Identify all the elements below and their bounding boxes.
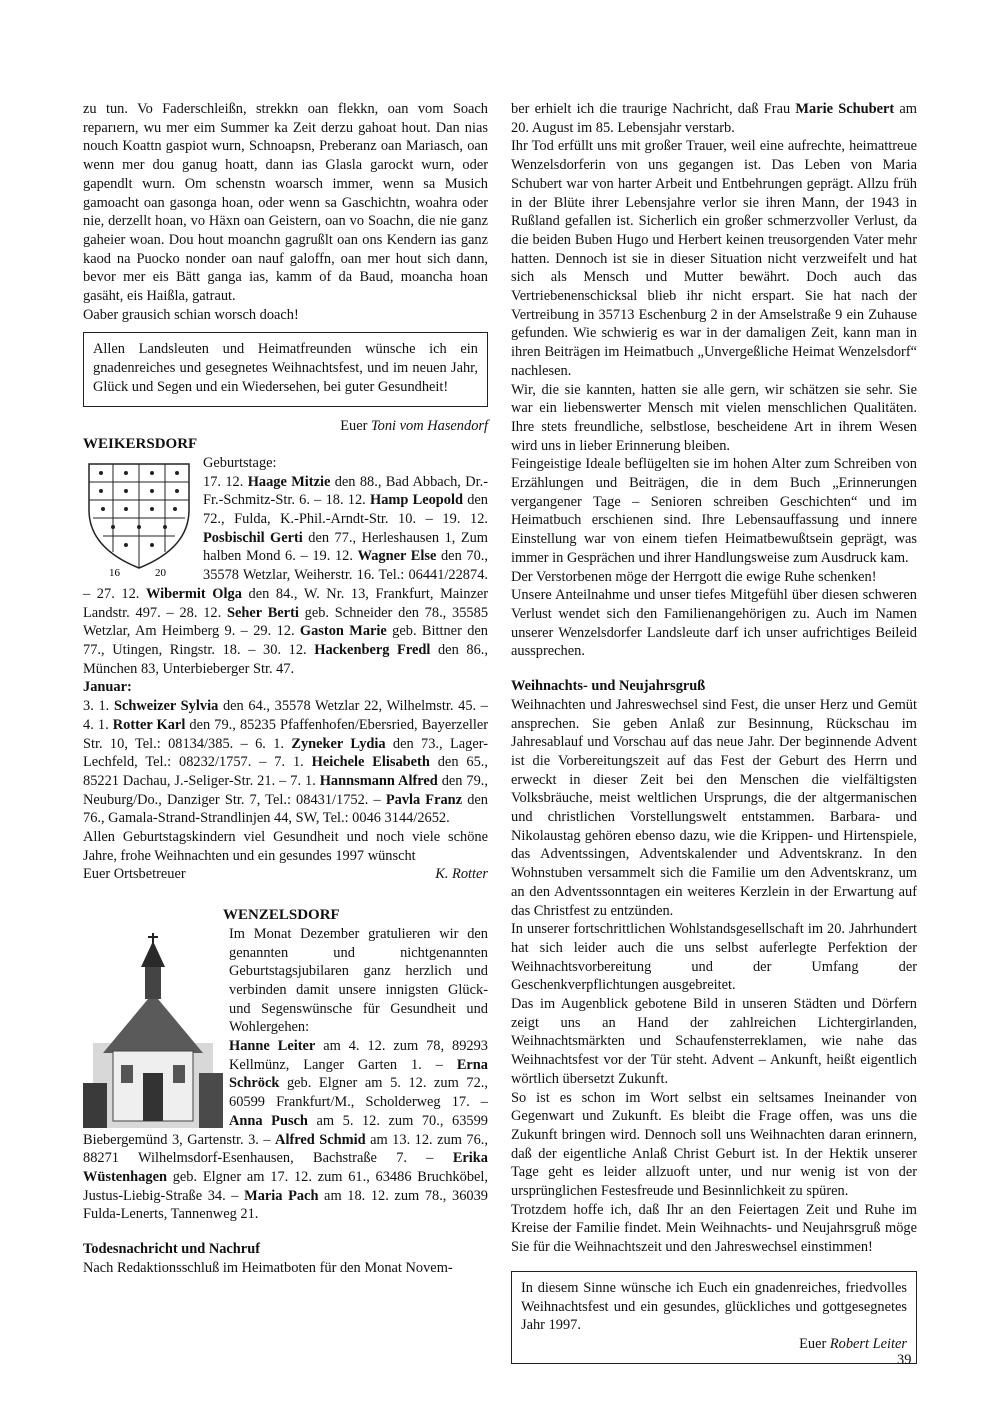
entry-name: Seher Berti: [227, 604, 299, 621]
intro-closing: Oaber grausich schian worsch doach!: [83, 306, 299, 323]
entry-name: Hannsmann Alfred: [319, 772, 438, 789]
entry-date: 17. 12.: [203, 473, 248, 490]
obituary-start: Nach Redaktionsschluß im Heimatboten für den Monat Novem-: [83, 1259, 453, 1276]
entry-name: Schweizer Sylvia: [113, 698, 219, 715]
weikersdorf-section: [83, 454, 488, 884]
january-title: Januar:: [83, 679, 132, 696]
entry-details: geb. Elgner am 5. 12. zum 72., 60599 Frankfurt/M., Scholderweg 17. –: [229, 1075, 488, 1111]
entry-details: am 13. 12. zum 76., 88271 Wilhelmsdorf-Esenhausen, Bachstraße 7. –: [83, 1131, 488, 1167]
entry-details: den 73., Lager-Lechfeld, Tel.: 08232/1757. – 7. 1.: [83, 735, 489, 771]
xmas-paragraph-4: So ist es schon im Wort selbst ein seltsames Ineinander von Gegenwart und Zukunft. Es bleibt die Frage offen, was uns die Zukunft bringen wird. Dennoch soll uns Weihnachten daran erinnern, daß der eigentliche Anlaß Christ Geburt ist. In der Hektik unserer Tage geht es leider allzuoft unter, und nur wenig ist von der ursprünglichen Festesfreude und Besinnlichkeit zu spüren.: [511, 1089, 917, 1200]
obituary-paragraph-1: ber erhielt ich die traurige Nachricht, daß Frau Marie Schubert am 20. August im 85. Lebensjahr verstarb.: [511, 101, 918, 136]
weikersdorf-january-list: [83, 697, 488, 828]
entry-details: am 5. 12. zum 70., 63599 Biebergemünd 3, Gartenstr. 3. –: [83, 1112, 488, 1148]
intro-paragraph: zu tun. Vo Faderschleißn, strekkn oan flekkn, oan vom Soach reparıern, wu mer eim Summer ka Zeit derzu gahoat hout. Dan nias nouch Koattn gaspiot wurn, Schnoapsn, Preberanz oan Mariasch, oan wenn mer dou ganug hoatt, dann ias Glasla garockt wurn, oder gapendlt wurn. Om schenstn woarsch immer, wenn sa Musich gamoacht oan gasonga hoan, oder wenn sa Gaschichtn, woahra oder nie, derzellt hoan, vo Häxn oan Geistern, oan vo Soachn, die nie ganz gaheier woan. Dou hout moanchn gagrußlt oan ons Kendern ias ganz kaod na Puocko nonder oan nauf galoffn, oan mer hout sich dann, bevor mer eis Bätt ganga ias, kamm of da Baud, moancha hoan gasäht, eis Haißla, gatraut.: [83, 101, 488, 305]
xmas-paragraph-5: Trotzdem hoffe ich, daß Ihr an den Feiertagen Zeit und Ruhe im Kreise der Familie findet. Mein Weihnachts- und Neujahrsgruß möge Sie für die Weihnachtszeit und den Jahreswechsel einstimmen!: [511, 1201, 917, 1256]
entry-details: den 70., 35578 Wetzlar, Weiherstr. 16. Tel.: 06441/22874. – 27. 12.: [83, 548, 489, 602]
weikersdorf-signature: Euer Ortsbetreuer K. Rotter: [83, 866, 488, 883]
obituary-title: Todesnachricht und Nachruf: [83, 1241, 260, 1258]
entry-details: den 76., Gamala-Strand-Strandlinjen 44, SW, Tel.: 0046 3144/2652.: [83, 791, 488, 827]
wenzelsdorf-chapel-photo: [83, 933, 223, 1128]
entry-details: am 4. 12. zum 78, 89293 Kellmünz, Langer Garten 1. –: [229, 1038, 488, 1073]
entry-name: Alfred Schmid: [275, 1131, 366, 1148]
weikersdorf-title: WEIKERSDORF: [83, 436, 198, 453]
xmas-paragraph-3: Das im Augenblick gebotene Bild in unseren Städten und Dörfern zeigt uns an Hand der zahlreichen Lichtergirlanden, Weihnachtsmärkten und Schaufensterreklamen, wie nahe das Weihnachtsfest vor der Tür steht. Advent – Ankunft, heißt eigentlich wörtlich übersetzt Zukunft.: [511, 996, 917, 1087]
xmas-title: Weihnachts- und Neujahrsgruß: [511, 678, 706, 695]
closing-box-text: In diesem Sinne wünsche ich Euch ein gnadenreiches, friedvolles Weihnachtsfest und ein gesundes, glückliches und gottgesegnetes Jahr 1997.: [521, 1279, 907, 1334]
obituary-paragraph-5: Der Verstorbenen möge der Herrgott die ewige Ruhe schenken!: [511, 568, 877, 585]
greeting-text: Allen Landsleuten und Heimatfreunden wünsche ich ein gnadenreiches und gesegnetes Weihnachtsfest, und im neuen Jahr, Glück und Segen und ein Wiedersehen, bei guter Gesundheit!: [93, 341, 478, 395]
entry-name: Pavla Franz: [385, 791, 463, 808]
entry-details: am 18. 12. zum 78., 36039 Fulda-Lenerts, Tannenweg 21.: [83, 1187, 488, 1223]
entry-details: den 64., 35578 Wetzlar 22, Wilhelmstr. 45. – 4. 1.: [83, 698, 489, 733]
entry-name: Haage Mitzie: [247, 473, 331, 490]
entry-details: geb. Schneider den 78., 35585 Wetzlar, Am Heimberg 9. – 29. 12.: [83, 604, 489, 640]
entry-name: Hanne Leiter: [229, 1038, 316, 1055]
crest-label-left: 16: [109, 566, 120, 578]
entry-details: den 79., 85235 Pfaffenhofen/Ebersried, Bayerzeller Str. 10, Tel.: 08134/385. – 6. 1.: [83, 716, 489, 752]
wenzelsdorf-intro: Im Monat Dezember gratulieren wir den genannten und nichtgenannten Geburtstagsjubilaren ganz herzlich und verbinden damit unsere innigsten Glück- und Segenswünsche für Gesundheit und Wohlergehen:: [229, 925, 488, 1036]
weikersdorf-subtitle: Geburtstage:: [203, 454, 277, 471]
xmas-paragraph-2: In unserer fortschrittlichen Wohlstandsgesellschaft im 20. Jahrhundert hat sich leider auch die uns selbst auferlegte Perfektion der Weihnachtsvorbereitung und der Umfang der Geschenkverpflichtungen ausgebreitet.: [511, 921, 917, 994]
entry-details: geb. Bittner den 77., Utingen, Ringstr. 18. – 30. 12.: [83, 623, 488, 658]
greeting-box: [83, 332, 488, 406]
crest-label-right: 20: [155, 566, 166, 578]
wenzelsdorf-section: [83, 925, 488, 1224]
entry-name: Anna Pusch: [229, 1112, 308, 1129]
entry-details: den 84., W. Nr. 13, Frankfurt, Mainzer Landstr. 497. – 28. 12.: [83, 585, 489, 621]
closing-box: [511, 1271, 917, 1364]
entry-name: Hamp Leopold: [370, 492, 463, 509]
entry-details: geb. Elgner am 17. 12. zum 61., 63486 Bruchköbel, Justus-Liebig-Straße 34. –: [83, 1168, 488, 1204]
entry-name: Wagner Else: [357, 548, 437, 565]
entry-details: den 77., Herleshausen 1, Zum halben Mond 6. – 19. 12.: [203, 529, 489, 565]
entry-name: Erna Schröck: [229, 1056, 488, 1092]
entry-name: Hackenberg Fredl: [314, 641, 431, 658]
obituary-paragraph-6: Unsere Anteilnahme und unser tiefes Mitgefühl über diesen schweren Verlust wendet sich den Familienangehörigen zu. Auch im Namen unserer Wenzelsdorfer Landsleute darf ich unser aufrichtiges Beileid aussprechen.: [511, 587, 917, 660]
right-column: [511, 100, 917, 1374]
wenzelsdorf-title: WENZELSDORF: [223, 907, 340, 924]
entry-date: 3. 1.: [83, 698, 114, 715]
left-column: [83, 100, 488, 1277]
weikersdorf-wishes: Allen Geburtstagskindern viel Gesundheit und noch viele schöne Jahre, frohe Weihnachten und ein gesundes 1997 wünscht: [83, 829, 488, 864]
obituary-paragraph-3: Wir, die sie kannten, hatten sie alle gern, wir schätzen sie sehr. Sie war ein liebenswerter Mensch mit vielen menschlichen Qualitäten. Ihre stets freundliche, selbstlose, bescheidene Art in ihrem Wesen wird uns in lieber Erinnerung bleiben.: [511, 381, 917, 454]
entry-name: Rotter Karl: [112, 716, 186, 733]
entry-name: Posbischil Gerti: [203, 529, 303, 546]
greeting-signature: Euer Toni vom Hasendorf: [340, 417, 488, 434]
xmas-paragraph-1: Weihnachten und Jahreswechsel sind Fest, die unser Herz und Gemüt ansprechen. Sie geben Anlaß zur Besinnung, Rückschau im Jahresablauf und Vorschau auf das neue Jahr. Der beginnende Advent ist die Vorbereitungszeit auf das Fest der Geburt des Herrn und erweckt in dieser Zeit bei den Menschen die vielfältigsten Volksbräuche, meist weltlichen Ursprungs, die der altgermanischen und christlichen Vorstellungswelt entstammen. Barbara- und Nikolaustag gehören ebenso dazu, wie die Krippen- und Hirtenspiele, das Adventssingen, Adventskalender und Adventskranz. In den Wohnstuben versammelt sich die Familie um den Adventskranz, um an den Adventssonntagen ein weiteres Kerzlein in der Erwartung auf das Christfest zu entzünden.: [511, 696, 917, 919]
entry-name: Wibermit Olga: [146, 585, 242, 602]
entry-name: Heichele Elisabeth: [311, 754, 430, 771]
entry-details: den 88., Bad Abbach, Dr.-Fr.-Schmitz-Str. 6. – 18. 12.: [203, 473, 488, 509]
obituary-paragraph-2: Ihr Tod erfüllt uns mit großer Trauer, weil eine aufrechte, heimattreue Wenzelsdorferin von uns gegangen ist. Das Leben von Maria Schubert war von harter Arbeit und Entbehrungen geprägt. Allzu früh in der Blüte ihrer Lebensjahre verlor sie ihren Mann, der 1943 in Rußland gefallen ist. Sicherlich ein großer schmerzvoller Verlust, da die beiden Buben Hugo und Herbert keinen treusorgenden Vater mehr hatten. Dennoch ist sie in dieser Situation nicht verzweifelt und hat sich als Mensch und Mutter bewährt. Doch auch das Vertriebenenschicksal blieb ihr nicht erspart. Sie hat nach der Vertreibung in 35713 Eschenburg 2 in der Amselstraße 9 ein Zuhause gefunden. Wie schwierig es war in der damaligen Zeit, kann man in ihren Beiträgen im Heimatbuch „Unvergeßliche Heimat Wenzelsdorf“ nachlesen.: [511, 138, 917, 379]
entry-details: den 72., Fulda, K.-Phil.-Arndt-Str. 10. – 19. 12.: [203, 492, 488, 528]
weikersdorf-crest-image: [83, 460, 195, 578]
entry-name: Zyneker Lydia: [291, 735, 386, 752]
entry-details: den 86., München 83, Unterbieberger Str. 47.: [83, 641, 488, 677]
closing-box-signature: Euer Robert Leiter: [799, 1336, 907, 1352]
entry-name: Gaston Marie: [299, 623, 387, 640]
entry-details: den 65., 85221 Dachau, J.-Seliger-Str. 21. – 7. 1.: [83, 754, 488, 789]
entry-name: Erika Wüstenhagen: [83, 1150, 488, 1185]
deceased-name: Marie Schubert: [795, 101, 895, 117]
page-number: 39: [897, 1352, 912, 1368]
entry-name: Maria Pach: [244, 1187, 319, 1204]
entry-details: den 79., Neuburg/Do., Danziger Str. 7, Tel.: 08431/1752. –: [83, 772, 488, 808]
obituary-paragraph-4: Feingeistige Ideale beflügelten sie im hohen Alter zum Schreiben von Erzählungen und Beiträgen, die in dem Buch „Erinnerungen vergangener Tage – Senioren schreiben Geschichten“ und im Heimatbuch erschienen sind. Ihre Lebensauffassung und innere Einstellung war von einem tiefen Heimatbewußtsein geprägt, was immer in Gesprächen und ihrer Handlungsweise zum Ausdruck kam.: [511, 456, 917, 566]
